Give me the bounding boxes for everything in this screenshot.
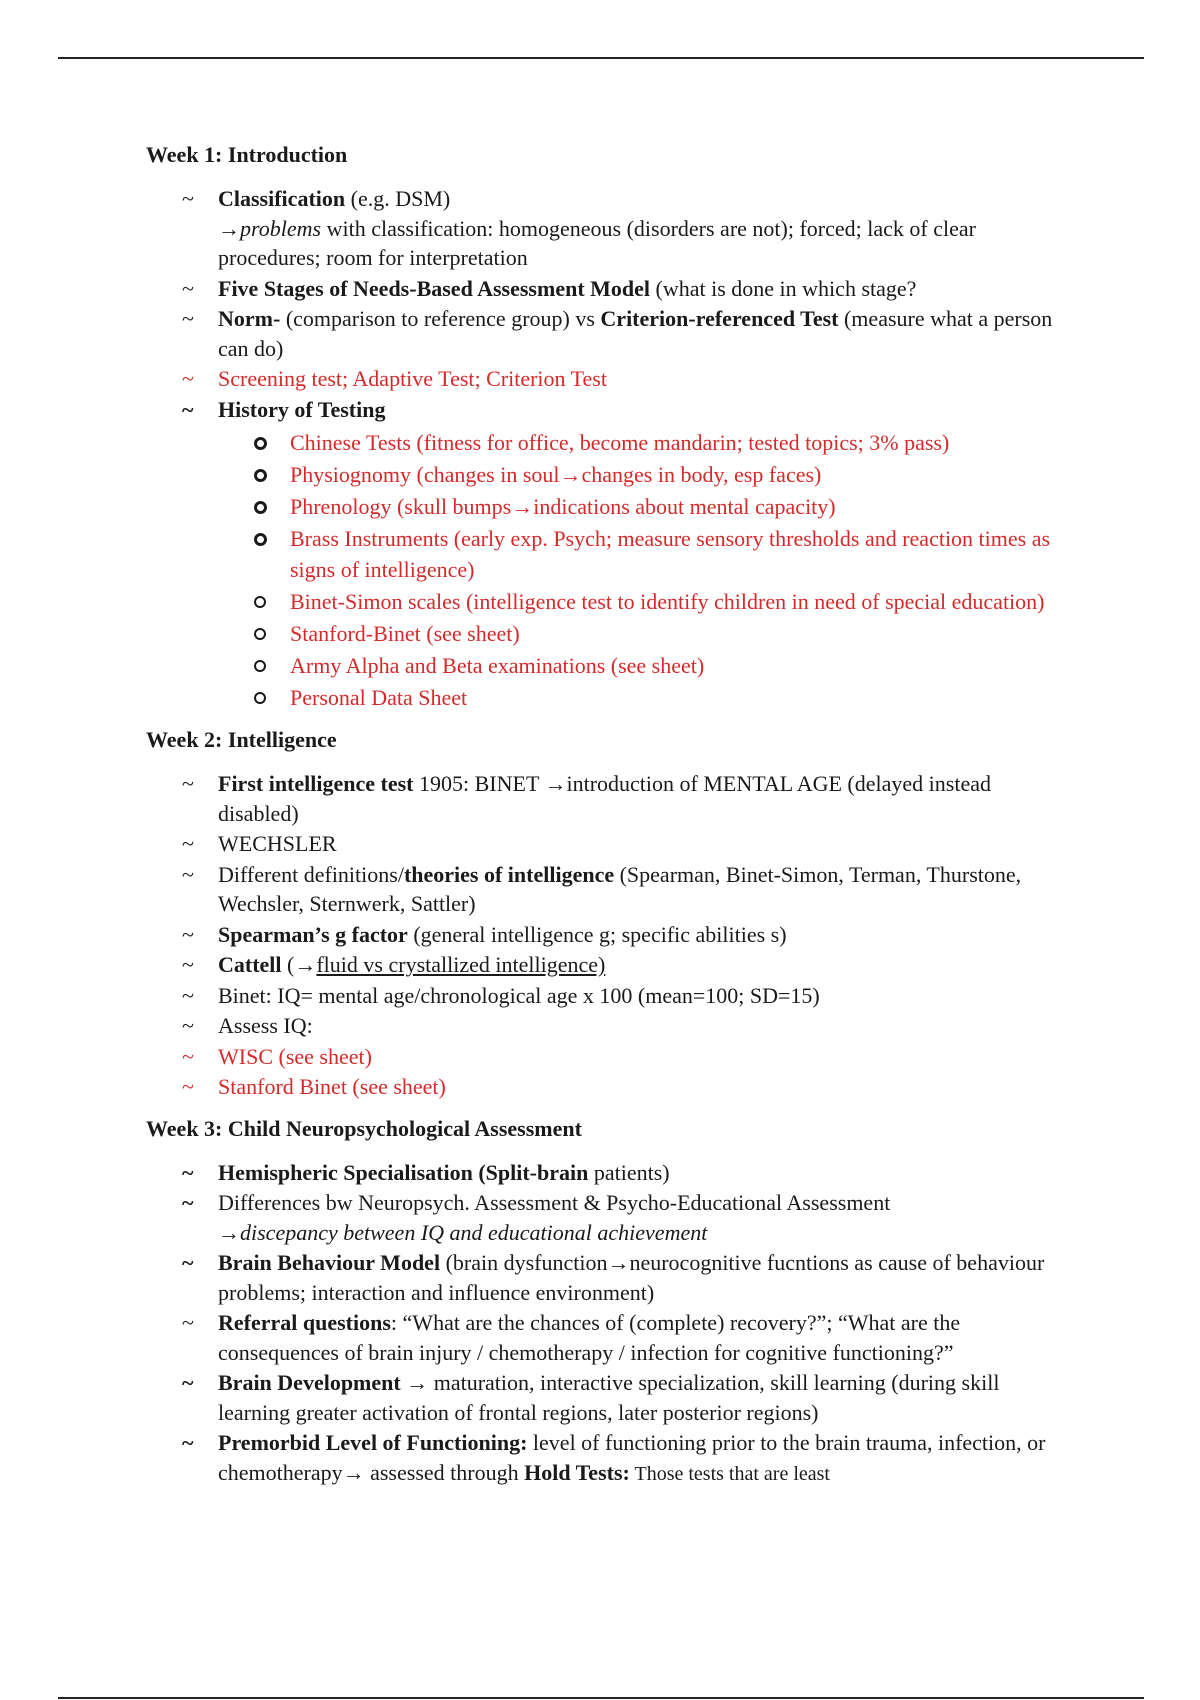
circle-bullet-icon: [254, 501, 267, 514]
week-2-heading: Week 2: Intelligence: [146, 727, 337, 752]
list-item: ~ Norm- (comparison to reference group) vs Criterion-referenced Test (measure what a person can do): [182, 306, 1053, 361]
week-2-list: [146, 769, 1066, 1102]
list-item: ~ Referral questions: “What are the chances of (complete) recovery?”; “What are the consequences of brain injury / chemotherapy / infection for cognitive functioning?”: [182, 1310, 961, 1365]
tilde-bullet-icon: ~: [182, 1159, 194, 1185]
list-item: ~ Spearman’s g factor (general intelligence g; specific abilities s): [146, 920, 1066, 950]
document-page: [146, 140, 1066, 1490]
tilde-bullet-icon: ~: [182, 1043, 194, 1069]
sub-list-item: Physiognomy (changes in soul→changes in body, esp faces): [146, 459, 1066, 490]
list-item: ~ Hemispheric Specialisation (Split-brain patients): [146, 1158, 1066, 1188]
circle-bullet-icon: [254, 628, 266, 640]
list-item: ~ Five Stages of Needs-Based Assessment Model (what is done in which stage?: [146, 274, 1066, 304]
list-item: ~ Screening test; Adaptive Test; Criterion Test: [146, 364, 1066, 394]
bottom-rule: [58, 1697, 1144, 1699]
week-3-heading: Week 3: Child Neuropsychological Assessment: [146, 1115, 582, 1141]
tilde-bullet-icon: ~: [182, 1013, 194, 1038]
circle-bullet-icon: [254, 469, 267, 482]
tilde-bullet-icon: ~: [182, 771, 194, 796]
circle-bullet-icon: [254, 437, 267, 450]
circle-bullet-icon: [254, 596, 266, 608]
tilde-bullet-icon: ~: [182, 275, 194, 301]
list-item: ~ Different definitions/theories of intelligence (Spearman, Binet-Simon, Terman, Thurstone, Wechsler, Sternwerk, Sattler): [182, 861, 1022, 916]
sub-list-item: Chinese Tests (fitness for office, become mandarin; tested topics; 3% pass): [146, 427, 1066, 458]
tilde-bullet-icon: ~: [182, 1310, 194, 1335]
sub-list-item: Brass Instruments (early exp. Psych; measure sensory thresholds and reaction times as signs of intelligence): [146, 523, 1066, 585]
list-item: ~ Binet: IQ= mental age/chronological age x 100 (mean=100; SD=15): [146, 981, 1066, 1011]
list-item: ~ Assess IQ:: [146, 1011, 1066, 1041]
circle-bullet-icon: [254, 692, 266, 704]
tilde-bullet-icon: ~: [182, 982, 194, 1008]
tilde-bullet-icon: ~: [182, 921, 194, 947]
week-1-heading: Week 1: Introduction: [146, 142, 348, 167]
list-item: ~ Classification (e.g. DSM) →problems with classification: homogeneous (disorders are not); forced; lack of clear procedures; room for interpretation: [182, 186, 976, 270]
circle-bullet-icon: [254, 660, 266, 672]
tilde-bullet-icon: ~: [182, 186, 194, 211]
section-week-1: [146, 140, 1066, 713]
tilde-bullet-icon: ~: [182, 1430, 194, 1455]
section-week-2: [146, 725, 1066, 1102]
tilde-bullet-icon: ~: [182, 396, 194, 422]
tilde-bullet-icon: ~: [182, 1190, 194, 1215]
section-week-3: [146, 1114, 1066, 1490]
tilde-bullet-icon: ~: [182, 952, 194, 977]
list-item: ~ Differences bw Neuropsych. Assessment & Psycho-Educational Assessment →discepancy between IQ and educational achievement: [182, 1190, 891, 1245]
tilde-bullet-icon: ~: [182, 1250, 194, 1275]
tilde-bullet-icon: ~: [182, 1370, 194, 1395]
week-3-list: [146, 1158, 1066, 1490]
week-1-list: [146, 184, 1066, 713]
sub-list-item: Phrenology (skull bumps→indications about mental capacity): [146, 491, 1066, 522]
list-item: ~ Cattell (→fluid vs crystallized intelligence): [146, 950, 1066, 980]
list-item: ~ Stanford Binet (see sheet): [146, 1072, 1066, 1102]
sub-list-item: Binet-Simon scales (intelligence test to identify children in need of special education): [146, 586, 1066, 617]
tilde-bullet-icon: ~: [182, 861, 194, 887]
tilde-bullet-icon: ~: [182, 1074, 194, 1099]
history-sublist: [218, 427, 1066, 713]
list-item: ~ First intelligence test 1905: BINET →introduction of MENTAL AGE (delayed instead disabled): [182, 771, 991, 826]
sub-list-item: Stanford-Binet (see sheet): [146, 618, 1066, 649]
circle-bullet-icon: [254, 533, 267, 546]
list-item: ~ WECHSLER: [146, 829, 1066, 859]
list-item: ~ Brain Development → maturation, interactive specialization, skill learning (during skill learning greater activation of frontal regions, later posterior regions): [182, 1370, 1000, 1425]
top-rule: [58, 57, 1144, 59]
tilde-bullet-icon: ~: [182, 366, 194, 391]
list-item: ~ WISC (see sheet): [146, 1042, 1066, 1072]
list-item: ~ Brain Behaviour Model (brain dysfunction→neurocognitive fucntions as cause of behaviour problems; interaction and influence environment): [182, 1250, 1045, 1305]
list-item: ~ Premorbid Level of Functioning: level of functioning prior to the brain trauma, infection, or chemotherapy→ assessed through Hold Tests: Those tests that are least: [182, 1430, 1046, 1485]
tilde-bullet-icon: ~: [182, 831, 194, 856]
tilde-bullet-icon: ~: [182, 306, 194, 331]
sub-list-item: Personal Data Sheet: [146, 682, 1066, 713]
sub-list-item: Army Alpha and Beta examinations (see sheet): [146, 650, 1066, 681]
list-item: ~ History of Testing Chinese Tests (fitness for office, become mandarin; tested topics; 3% pass) Physiognomy (changes in soul→changes in body, esp faces) Phrenology (skull bumps→indications about mental capacity) Brass Instruments (early exp. Psych; measure sensory thresholds and reaction times as signs of intelligence) Binet-Simon scales (intelligence test to identify children in need of special education) Stanford-Binet (see sheet) Army Alpha and Beta examinations (see sheet) Personal Data Sheet: [146, 395, 1066, 714]
